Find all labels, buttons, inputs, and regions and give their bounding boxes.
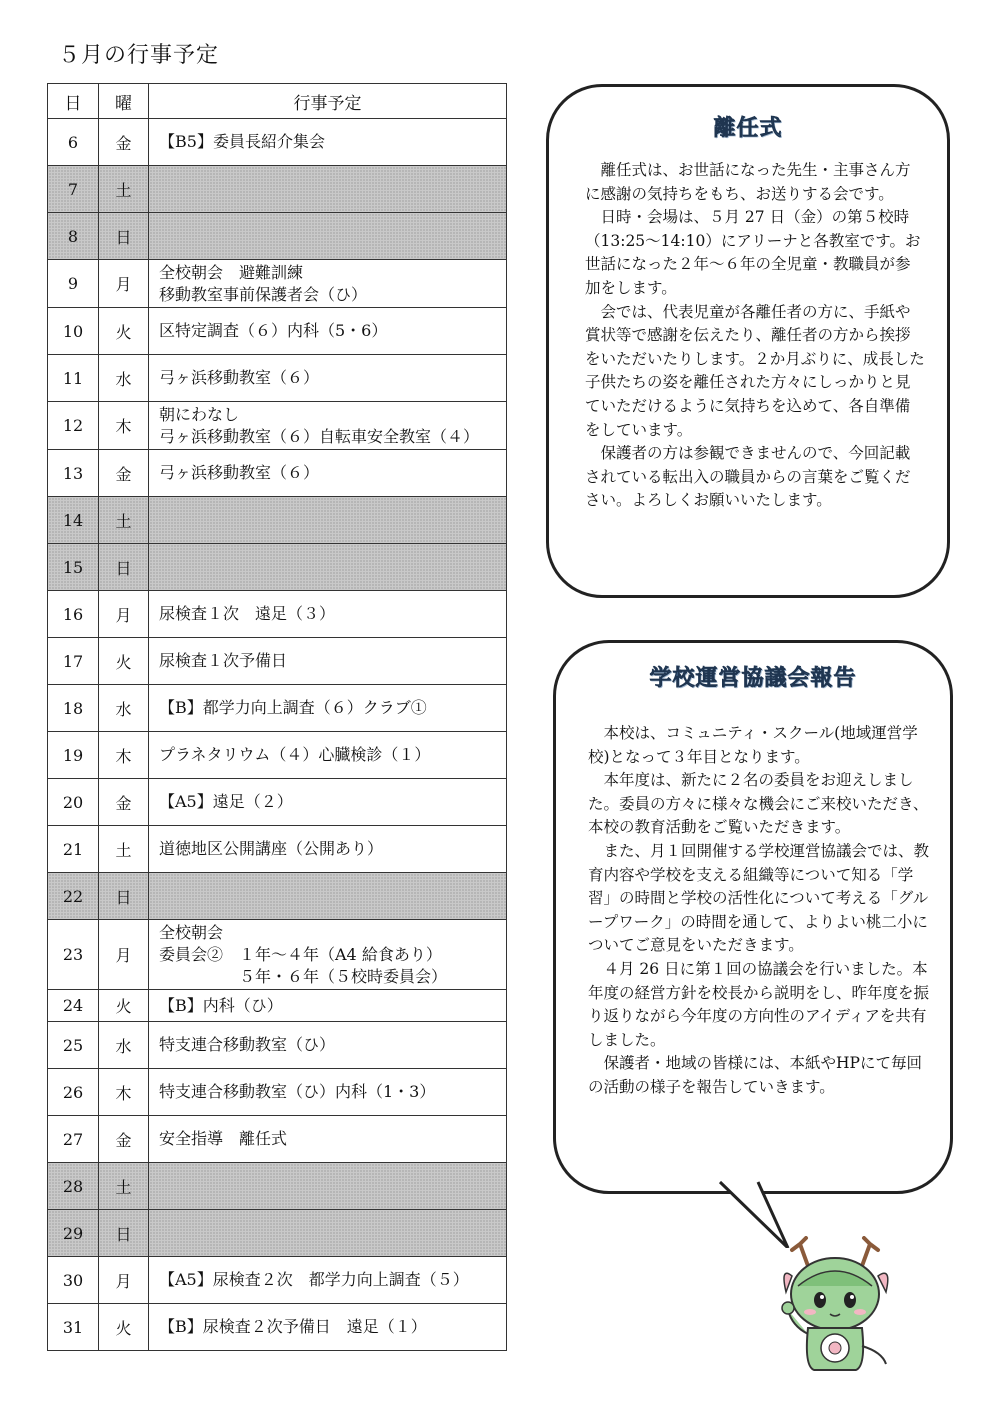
event-schedule-table bbox=[47, 83, 507, 1351]
schedule-day: 25 bbox=[48, 1022, 99, 1069]
schedule-event bbox=[149, 497, 507, 544]
council-title: 学校運営協議会報告 bbox=[649, 666, 857, 691]
schedule-weekday: 火 bbox=[99, 1304, 149, 1351]
farewell-body bbox=[585, 159, 925, 513]
schedule-weekday: 月 bbox=[99, 1257, 149, 1304]
schedule-weekday: 火 bbox=[99, 638, 149, 685]
schedule-row bbox=[48, 544, 507, 591]
farewell-ceremony-bubble bbox=[546, 84, 950, 598]
schedule-event bbox=[149, 355, 507, 402]
schedule-row bbox=[48, 450, 507, 497]
schedule-event-line: 安全指導 離任式 bbox=[159, 1129, 288, 1148]
schedule-row bbox=[48, 990, 507, 1022]
schedule-row bbox=[48, 213, 507, 260]
schedule-weekday: 金 bbox=[99, 1116, 149, 1163]
schedule-event-line: 【A5】尿検査２次 都学力向上調査（５） bbox=[159, 1270, 469, 1289]
dragon-mascot-icon bbox=[778, 1236, 896, 1376]
schedule-weekday: 火 bbox=[99, 990, 149, 1022]
schedule-event-line: 【B】内科（ひ） bbox=[159, 995, 283, 1015]
schedule-event-line: 【B】尿検査２次予備日 遠足（１） bbox=[159, 1317, 427, 1336]
schedule-day: 6 bbox=[48, 119, 99, 166]
schedule-weekday: 土 bbox=[99, 497, 149, 544]
schedule-weekday: 日 bbox=[99, 213, 149, 260]
schedule-day: 22 bbox=[48, 873, 99, 920]
schedule-row bbox=[48, 920, 507, 990]
schedule-event-line: 全校朝会 避難訓練 bbox=[159, 262, 304, 282]
schedule-day: 26 bbox=[48, 1069, 99, 1116]
schedule-weekday: 木 bbox=[99, 732, 149, 779]
schedule-row bbox=[48, 1210, 507, 1257]
schedule-event-line: 区特定調査（６）内科（5・6） bbox=[159, 321, 388, 340]
schedule-header-row bbox=[48, 84, 507, 119]
schedule-weekday: 木 bbox=[99, 402, 149, 450]
schedule-weekday: 水 bbox=[99, 1022, 149, 1069]
schedule-event bbox=[149, 638, 507, 685]
schedule-day: 9 bbox=[48, 260, 99, 308]
schedule-event-line: 尿検査１次予備日 bbox=[159, 651, 288, 670]
schedule-event bbox=[149, 1116, 507, 1163]
farewell-paragraph: 離任式は、お世話になった先生・主事さん方に感謝の気持ちをもち、お送りする会です。 bbox=[585, 161, 911, 203]
schedule-row bbox=[48, 308, 507, 355]
schedule-day: 15 bbox=[48, 544, 99, 591]
schedule-day: 30 bbox=[48, 1257, 99, 1304]
schedule-day: 20 bbox=[48, 779, 99, 826]
schedule-weekday: 土 bbox=[99, 826, 149, 873]
schedule-event bbox=[149, 685, 507, 732]
header-event: 行事予定 bbox=[149, 84, 507, 119]
schedule-row bbox=[48, 591, 507, 638]
schedule-event bbox=[149, 1069, 507, 1116]
schedule-event bbox=[149, 1163, 507, 1210]
schedule-event bbox=[149, 1210, 507, 1257]
schedule-row bbox=[48, 355, 507, 402]
schedule-row bbox=[48, 873, 507, 920]
schedule-day: 17 bbox=[48, 638, 99, 685]
council-body bbox=[588, 722, 930, 1100]
schedule-weekday: 木 bbox=[99, 1069, 149, 1116]
schedule-row bbox=[48, 402, 507, 450]
schedule-event bbox=[149, 990, 507, 1022]
schedule-event bbox=[149, 920, 507, 990]
farewell-paragraph: 日時・会場は、５月 27 日（金）の第５校時（13:25～14:10）にアリーナと各教室です。お世話になった２年～６年の全児童・教職員が参加をします。 bbox=[585, 208, 921, 297]
schedule-event-line: 弓ヶ浜移動教室（６） bbox=[159, 368, 320, 387]
page-title: ５月の行事予定 bbox=[58, 43, 220, 68]
council-paragraph: 本年度は、新たに２名の委員をお迎えしました。委員の方々に様々な機会にご来校いただき、本校の教育活動をご覧いただきます。 bbox=[588, 771, 929, 837]
schedule-event-line: 朝にわなし bbox=[159, 404, 240, 424]
schedule-event bbox=[149, 450, 507, 497]
schedule-event bbox=[149, 308, 507, 355]
schedule-row bbox=[48, 497, 507, 544]
schedule-event bbox=[149, 119, 507, 166]
schedule-row bbox=[48, 1304, 507, 1351]
schedule-weekday: 月 bbox=[99, 591, 149, 638]
schedule-row bbox=[48, 779, 507, 826]
schedule-event bbox=[149, 1304, 507, 1351]
schedule-day: 8 bbox=[48, 213, 99, 260]
header-weekday: 曜 bbox=[99, 84, 149, 119]
farewell-paragraph: 会では、代表児童が各離任者の方に、手紙や賞状等で感謝を伝えたり、離任者の方から挨拶をいただいたりします。２か月ぶりに、成長した子供たちの姿を離任された方々にしっかりと見ていただけるように気持ちを込めて、各自準備をしています。 bbox=[585, 302, 925, 439]
schedule-weekday: 金 bbox=[99, 779, 149, 826]
schedule-row bbox=[48, 826, 507, 873]
schedule-event-line: 弓ヶ浜移動教室（６）自転車安全教室（４） bbox=[159, 426, 480, 446]
schedule-event-line: 特支連合移動教室（ひ）内科（1・3） bbox=[159, 1082, 436, 1101]
schedule-event-line: 全校朝会 bbox=[159, 922, 224, 942]
schedule-weekday: 水 bbox=[99, 355, 149, 402]
schedule-event bbox=[149, 544, 507, 591]
council-paragraph: 保護者・地域の皆様には、本紙やHPにて毎回の活動の様子を報告していきます。 bbox=[588, 1054, 922, 1096]
schedule-day: 18 bbox=[48, 685, 99, 732]
schedule-event bbox=[149, 826, 507, 873]
header-day: 日 bbox=[48, 84, 99, 119]
farewell-title: 離任式 bbox=[713, 116, 783, 141]
schedule-day: 23 bbox=[48, 920, 99, 990]
schedule-row bbox=[48, 119, 507, 166]
schedule-row bbox=[48, 1163, 507, 1210]
farewell-paragraph: 保護者の方は参観できませんので、今回記載されている転出入の職員からの言葉をご覧ください。よろしくお願いいたします。 bbox=[585, 444, 911, 510]
schedule-day: 7 bbox=[48, 166, 99, 213]
schedule-day: 28 bbox=[48, 1163, 99, 1210]
schedule-event-line: 移動教室事前保護者会（ひ） bbox=[159, 284, 368, 304]
schedule-row bbox=[48, 260, 507, 308]
schedule-event bbox=[149, 1022, 507, 1069]
schedule-row bbox=[48, 1069, 507, 1116]
schedule-day: 12 bbox=[48, 402, 99, 450]
schedule-event-line: 【B】都学力向上調査（６）クラブ① bbox=[159, 698, 427, 717]
schedule-weekday: 火 bbox=[99, 308, 149, 355]
council-paragraph: ４月 26 日に第１回の協議会を行いました。本年度の経営方針を校長から説明をし、昨年度を振り返りながら今年度の方向性のアイディアを共有しました。 bbox=[588, 959, 930, 1049]
schedule-weekday: 土 bbox=[99, 166, 149, 213]
schedule-event-line: プラネタリウム（４）心臓検診（１） bbox=[159, 745, 431, 764]
schedule-event-line: 道徳地区公開講座（公開あり） bbox=[159, 839, 384, 858]
schedule-day: 14 bbox=[48, 497, 99, 544]
schedule-event bbox=[149, 260, 507, 308]
council-report-bubble bbox=[553, 640, 953, 1194]
schedule-event-line: 尿検査１次 遠足（３） bbox=[159, 604, 336, 623]
schedule-event-line: 【B5】委員長紹介集会 bbox=[159, 132, 325, 151]
schedule-weekday: 水 bbox=[99, 685, 149, 732]
schedule-day: 11 bbox=[48, 355, 99, 402]
schedule-body bbox=[48, 119, 507, 1351]
schedule-row bbox=[48, 166, 507, 213]
schedule-day: 21 bbox=[48, 826, 99, 873]
schedule-event bbox=[149, 166, 507, 213]
schedule-row bbox=[48, 1116, 507, 1163]
schedule-event bbox=[149, 779, 507, 826]
schedule-day: 29 bbox=[48, 1210, 99, 1257]
schedule-event bbox=[149, 732, 507, 779]
schedule-event bbox=[149, 591, 507, 638]
schedule-day: 16 bbox=[48, 591, 99, 638]
schedule-day: 19 bbox=[48, 732, 99, 779]
schedule-event bbox=[149, 873, 507, 920]
schedule-weekday: 日 bbox=[99, 544, 149, 591]
schedule-weekday: 日 bbox=[99, 1210, 149, 1257]
schedule-event bbox=[149, 402, 507, 450]
schedule-event-line: 【A5】遠足（２） bbox=[159, 792, 293, 811]
schedule-event bbox=[149, 1257, 507, 1304]
schedule-row bbox=[48, 638, 507, 685]
schedule-weekday: 土 bbox=[99, 1163, 149, 1210]
schedule-weekday: 月 bbox=[99, 260, 149, 308]
schedule-weekday: 金 bbox=[99, 119, 149, 166]
schedule-event-line: 委員会② １年～４年（A4 給食あり） bbox=[159, 944, 442, 964]
schedule-weekday: 日 bbox=[99, 873, 149, 920]
schedule-weekday: 金 bbox=[99, 450, 149, 497]
schedule-row bbox=[48, 1022, 507, 1069]
schedule-day: 13 bbox=[48, 450, 99, 497]
schedule-day: 31 bbox=[48, 1304, 99, 1351]
schedule-event-line: 弓ヶ浜移動教室（６） bbox=[159, 463, 320, 482]
schedule-weekday: 月 bbox=[99, 920, 149, 990]
schedule-row bbox=[48, 1257, 507, 1304]
schedule-day: 27 bbox=[48, 1116, 99, 1163]
schedule-row bbox=[48, 685, 507, 732]
schedule-row bbox=[48, 732, 507, 779]
schedule-day: 24 bbox=[48, 990, 99, 1022]
schedule-event bbox=[149, 213, 507, 260]
schedule-event-line: 特支連合移動教室（ひ） bbox=[159, 1035, 336, 1054]
council-paragraph: また、月１回開催する学校運営協議会では、教育内容や学校を支える組織等について知る「学習」の時間と学校の活性化について考える「グループワーク」の時間を通して、よりよい桃二小についてご意見をいただきます。 bbox=[588, 841, 930, 955]
schedule-day: 10 bbox=[48, 308, 99, 355]
council-paragraph: 本校は、コミュニティ・スクール(地域運営学校)となって３年目となります。 bbox=[588, 724, 918, 766]
schedule-event-line: ５年・６年（５校時委員会） bbox=[159, 966, 448, 986]
